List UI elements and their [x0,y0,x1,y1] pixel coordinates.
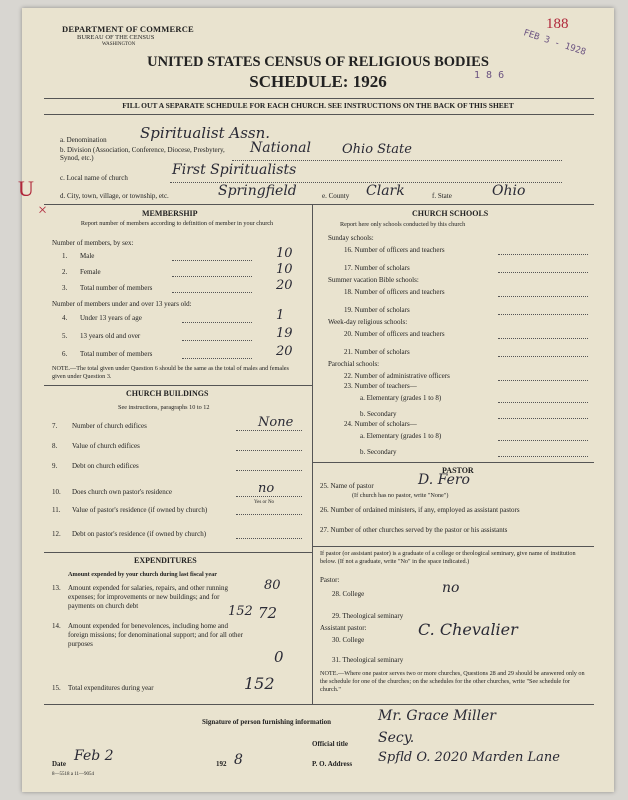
expenditure-15-label: Total expenditures during year [68,684,154,692]
membership-row-value: 10 [276,262,293,277]
building-row-label: Number of church edifices [72,422,147,430]
local-name-value: First Spiritualists [172,162,297,178]
city-name: WASHINGTON [102,42,136,47]
schools-row: Week-day religious schools: [328,318,408,326]
pastor-title: PASTOR [442,466,474,475]
building-row-num: 12. [52,530,61,538]
assistant-college-label: 30. College [332,636,365,644]
pastor-name-note: (If church has no pastor, write "None") [352,492,449,499]
year-value: 8 [234,752,243,768]
local-name-label: c. Local name of church [60,174,128,182]
po-address-label: P. O. Address [312,760,353,768]
pastor-college-label: 28. College [332,590,365,598]
pastor-college-value: no [442,580,460,596]
schools-row: 17. Number of scholars [344,264,410,272]
schools-row: a. Elementary (grades 1 to 8) [360,394,442,402]
county-label: e. County [322,192,350,200]
year-prefix: 192 [216,760,227,768]
membership-row-num: 3. [62,284,68,292]
denomination-label: a. Denomination [60,136,107,144]
signature-value: Mr. Grace Miller [378,708,496,724]
denomination-value: Spiritualist Assn. [140,124,271,142]
building-row-label: Debt on church edifices [72,462,139,470]
date-label: Date [52,760,66,768]
buildings-sub: See instructions, paragraphs 10 to 12 [118,404,210,411]
age-header: Number of members under and over 13 years old: [52,300,192,308]
expenditure-13-a: 80 [264,578,281,593]
building-row-label: Does church own pastor's residence [72,488,173,496]
age-row-num: 5. [62,332,68,340]
age-row-label: Under 13 years of age [80,314,142,322]
schools-row: 21. Number of scholars [344,348,410,356]
expenditures-title: EXPENDITURES [134,556,197,565]
schools-row: 24. Number of scholars— [344,420,417,428]
po-address-value: Spfld O. 2020 Marden Lane [378,750,560,765]
pastor-seminary-label: 29. Theological seminary [332,612,404,620]
assistant-pastor-label: Assistant pastor: [320,624,367,632]
membership-row-value: 20 [276,278,293,293]
age-row-value: 20 [276,344,293,359]
city-value: Springfield [218,183,297,199]
age-row-num: 6. [62,350,68,358]
check-mark-u: U [18,176,34,201]
date-value: Feb 2 [74,748,114,764]
building-row-num: 11. [52,506,61,514]
schools-row: Parochial schools: [328,360,380,368]
instruction-line: FILL OUT A SEPARATE SCHEDULE FOR EACH CHURCH. SEE INSTRUCTIONS ON THE BACK OF THIS SHEET [122,101,514,110]
date-stamp: FEB 3 - 1928 [522,28,587,58]
yes-no-note: Yes or No [254,500,275,505]
schools-sub: Report here only schools conducted by this church [340,221,466,228]
membership-row-label: Male [80,252,95,260]
division-value-2: Ohio State [342,142,412,157]
bureau-name: BUREAU OF THE CENSUS [77,34,155,41]
census-schedule-page: DEPARTMENT OF COMMERCE BUREAU OF THE CENSUS WASHINGTON UNITED STATES CENSUS OF RELIGIOUS BODIES SCHEDULE: 1926 188 FEB 3 - 1928 1 8 6 FILL OUT A SEPARATE SCHEDULE FOR EACH CHURCH. SEE INSTRUCTIONS ON THE BACK OF THIS SHEET U × a. Denomination Spiritualist Assn. b. Division (Association, Conference, Diocese, Presbytery, Synod, etc.) National Ohio State c. Local name of church First Spiritualists d. City, town, village, or township, etc. Springfield e. County Clark f. State Ohio MEMBERSHIP Report number of members according to definition of member in your church Number of members, by sex: Number of members under and over 13 years old: NOTE.—The total given under Question 6 should be the same as the total of males and females given under Question 3. CHURCH BUILDINGS See instructions, paragraphs 10 to 12 Yes or No EXPENDITURES Amount expended by your church during last fiscal year 13. Amount expended for salaries, repairs, and other running expenses; for improvements or new buildings; and for payments on church debt 80 72 152 14. Amount expended for benevolences, including home and foreign missions; for denominational support; and for all other purposes 0 15. Total expenditures during year 152 CHURCH SCHOOLS Report here only schools conducted by this church PASTOR 25. Name of pastor D. Fero (If church has no pastor, write "None") 26. Number of ordained ministers, if any, employed as assistant pastors 27. Number of other churches served by the pastor or his assistants If pastor (or assistant pastor) is a graduate of a college or theological seminary, give name of institution below. (If not a graduate, write "No" in the space indicated.) Pastor: 28. College no 29. Theological seminary Assistant pastor: 30. College C. Chevalier 31. Theological seminary NOTE.—Where one pastor serves two or more churches, Questions 28 and 29 should be answered only on the schedule for one of the churches; on the schedules for the other churches, write "See schedule for church." Signature of person furnishing information Mr. Grace Miller Official title Secy. Date Feb 2 192 8 P. O. Address Spfld O. 2020 Marden Lane 8—5518 a 11—9054 1. Male 10 2. Female 10 3. Total number of members 20 4. Under 13 years of age 1 5. 13 years old and over 19 6. Total number of members 20 7. Number of church edifices None 8. Value of church edifices 9. Debt on church edifices 10. Does church own pastor's residence no 11. Value of pastor's residence (if owned by church) 12. Debt on pastor's residence (if owned by church) Sunday schools: 16. Number of officers and teachers 17. Number of scholars Summer vacation Bible schools: 18. Number of officers and teachers 19. Number of scholars Week-day religious schools: 20. Number of officers and teachers 21. Number of scholars Parochial schools: 22. Number of administrative officers 23. Number of teachers— a. Elementary (grades 1 to 8) b. Secondary 24. Number of scholars— a. Elementary (grades 1 to 8) b. Secondary [22,8,614,792]
expenditure-15-value: 152 [244,674,275,693]
schools-row: 19. Number of scholars [344,306,410,314]
age-row-num: 4. [62,314,68,322]
assistant-seminary-label: 31. Theological seminary [332,656,404,664]
building-row-num: 7. [52,422,58,430]
membership-row-num: 2. [62,268,68,276]
expenditure-13-c: 152 [228,604,253,619]
official-title-value: Secy. [378,730,415,746]
building-row-label: Debt on pastor's residence (if owned by church) [72,530,207,538]
age-row-label: 13 years old and over [80,332,141,340]
county-value: Clark [366,183,405,199]
assistant-college-value: C. Chevalier [418,620,518,639]
expenditure-13-label: Amount expended for salaries, repairs, and other running expenses; for improvements or new buildings; and for payments on church debt [68,584,228,610]
form-codes: 8—5518 a 11—9054 [52,772,95,777]
pastor-note: NOTE.—Where one pastor serves two or more churches, Questions 28 and 29 should be answered only on the schedule for one of the churches; on the schedules for the other churches, write "See schedule for church." [320,670,585,693]
other-churches-label: 27. Number of other churches served by the pastor or his assistants [320,526,508,534]
state-label: f. State [432,192,452,200]
expenditure-14-label: Amount expended for benevolences, including home and foreign missions; for denominational support; and for all other purposes [68,622,243,648]
schools-row: b. Secondary [360,410,397,418]
building-row-num: 10. [52,488,61,496]
schedule-title: SCHEDULE: 1926 [249,72,387,91]
department-name: DEPARTMENT OF COMMERCE [62,24,194,34]
membership-row-label: Female [80,268,101,276]
age-row-value: 1 [276,308,285,323]
pastor-name-label: 25. Name of pastor [320,482,374,490]
state-value: Ohio [492,183,526,199]
schools-row: 18. Number of officers and teachers [344,288,445,296]
schools-row: 20. Number of officers and teachers [344,330,445,338]
schools-row: b. Secondary [360,448,397,456]
building-row-label: Value of church edifices [72,442,140,450]
schools-row: Summer vacation Bible schools: [328,276,419,284]
schools-title: CHURCH SCHOOLS [412,209,489,218]
expenditures-sub: Amount expended by your church during last fiscal year [68,571,217,578]
buildings-title: CHURCH BUILDINGS [126,389,209,398]
membership-row-num: 1. [62,252,68,260]
official-title-label: Official title [312,740,348,748]
expenditure-13-b: 72 [258,604,278,622]
bysex-label: Number of members, by sex: [52,239,134,247]
form-title: UNITED STATES CENSUS OF RELIGIOUS BODIES [147,54,489,70]
expenditure-14-value: 0 [274,648,284,666]
membership-row-value: 10 [276,246,293,261]
schools-row: 22. Number of administrative officers [344,372,450,380]
division-value: National [250,140,311,156]
building-row-num: 8. [52,442,58,450]
graduate-note: If pastor (or assistant pastor) is a graduate of a college or theological seminary, give name of institution below. (If not a graduate, write "No" in the space indicated.) [320,550,576,565]
assistant-ministers-label: 26. Number of ordained ministers, if any, employed as assistant pastors [320,506,520,514]
signature-label: Signature of person furnishing information [202,718,331,726]
x-mark: × [38,202,48,219]
schools-row: 16. Number of officers and teachers [344,246,445,254]
membership-row-label: Total number of members [80,284,153,292]
building-row-value: None [258,415,294,430]
pastor-sub-label: Pastor: [320,576,340,584]
membership-title: MEMBERSHIP [142,209,198,218]
pastor-name-value: D. Fero [418,472,470,488]
building-row-num: 9. [52,462,58,470]
building-row-label: Value of pastor's residence (if owned by church) [72,506,208,514]
city-label: d. City, town, village, or township, etc. [60,192,169,200]
membership-sub: Report number of members according to definition of member in your church [80,220,274,227]
red-number-stamp: 188 [546,16,569,32]
division-label: b. Division (Association, Conference, Diocese, Presbytery, Synod, etc.) [60,146,225,162]
membership-note: NOTE.—The total given under Question 6 should be the same as the total of males and females given under Question 3. [52,365,289,380]
building-row-value: no [258,481,275,496]
serial-stamp: 1 8 6 [474,70,505,81]
schools-row: 23. Number of teachers— [344,382,417,390]
schools-row: Sunday schools: [328,234,374,242]
schools-row: a. Elementary (grades 1 to 8) [360,432,442,440]
age-row-value: 19 [276,326,293,341]
age-row-label: Total number of members [80,350,153,358]
